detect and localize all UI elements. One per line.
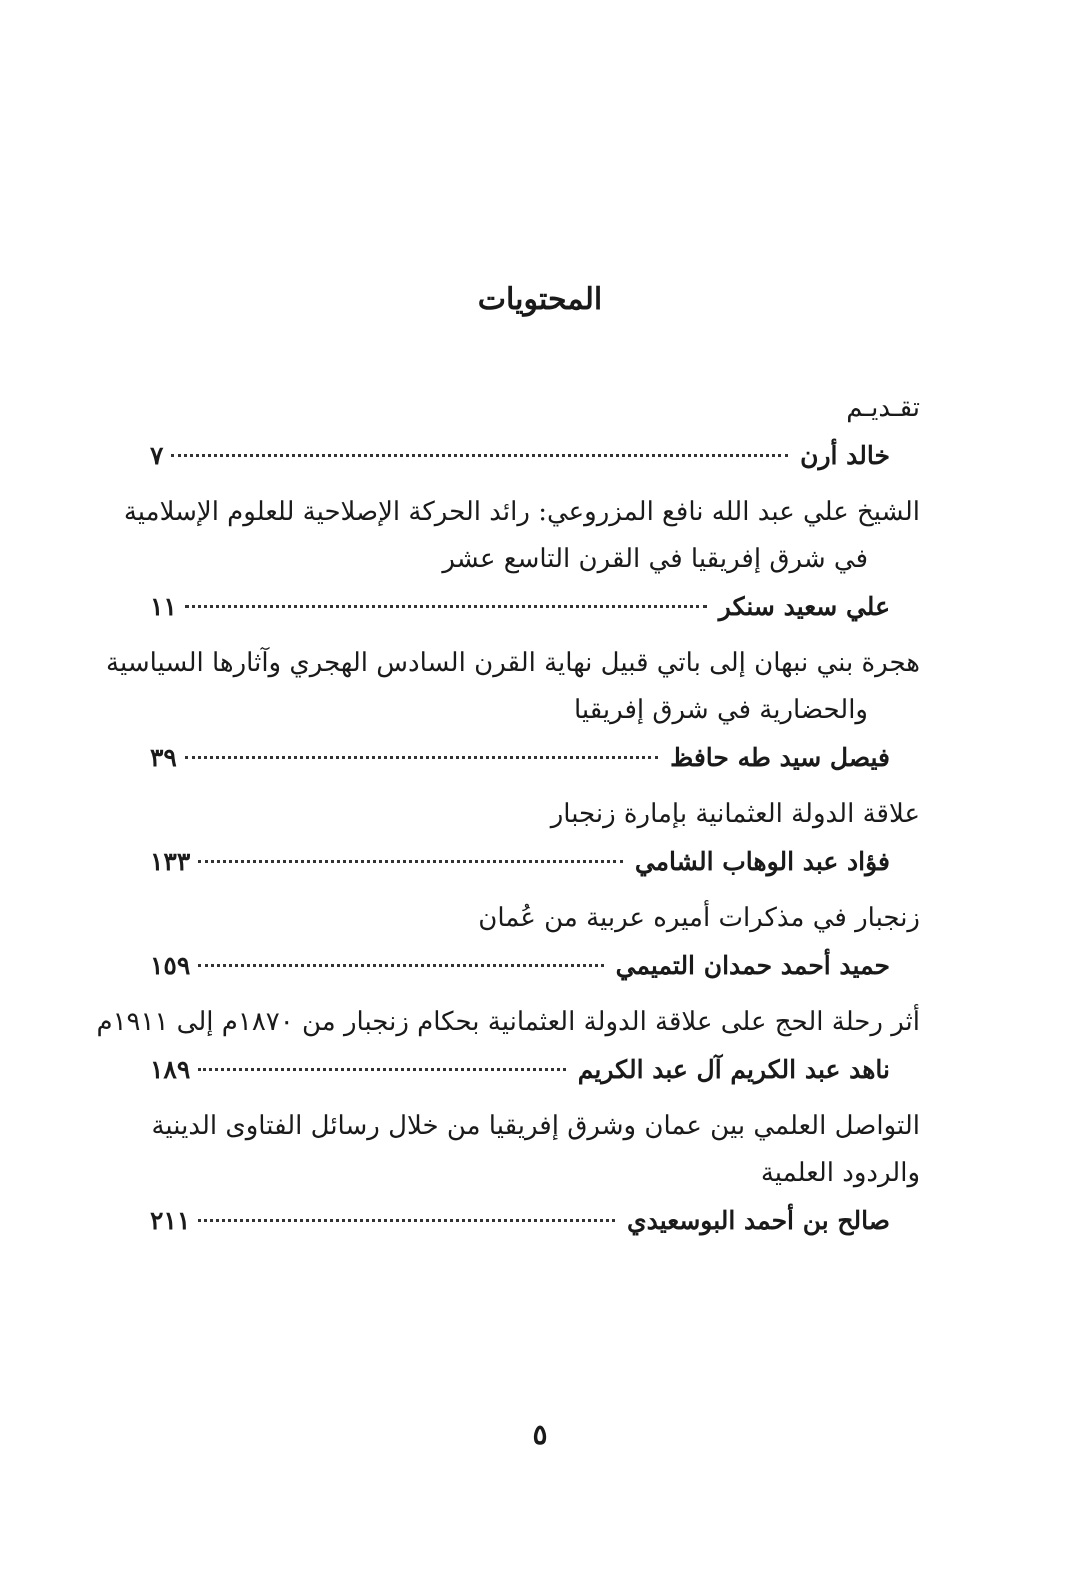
entry-author-line <box>150 432 920 479</box>
entry-author: علي سعيد سنكر <box>718 592 890 621</box>
entry-title: زنجبار في مذكرات أميره عربية من عُمان <box>478 903 920 933</box>
dot-leader <box>198 964 603 967</box>
dot-leader <box>185 605 707 608</box>
entry-page-number: ١٣٣ <box>150 847 191 876</box>
entry-author: ناهد عبد الكريم آل عبد الكريم <box>577 1055 890 1084</box>
entry-author-line <box>150 942 920 989</box>
entry-author: حميد أحمد حمدان التميمي <box>615 951 890 980</box>
toc-entry <box>123 489 920 630</box>
entry-author-line <box>150 1046 920 1093</box>
page-title: المحتويات <box>477 282 603 317</box>
entry-title: علاقة الدولة العثمانية بإمارة زنجبار <box>550 799 920 829</box>
entry-page-number: ٢١١ <box>150 1206 191 1235</box>
toc-entry <box>106 640 920 781</box>
entry-title: تقـديـم <box>846 393 920 423</box>
entry-title: التواصل العلمي بين عمان وشرق إفريقيا من خلال رسائل الفتاوى الدينية <box>151 1111 920 1141</box>
entry-author-line <box>150 583 920 630</box>
dot-leader <box>171 454 788 457</box>
entry-title: أثر رحلة الحج على علاقة الدولة العثمانية بحكام زنجبار من ١٨٧٠م إلى ١٩١١م <box>96 1007 920 1037</box>
toc-entry <box>150 385 920 479</box>
entry-title-continuation: والردود العلمية <box>760 1158 920 1188</box>
entry-page-number: ١٥٩ <box>150 951 191 980</box>
dot-leader <box>198 860 623 863</box>
entry-author: فيصل سيد طه حافظ <box>670 743 890 772</box>
dot-leader <box>198 1219 615 1222</box>
entry-title: هجرة بني نبهان إلى باتي قبيل نهاية القرن السادس الهجري وآثارها السياسية <box>106 648 920 678</box>
toc-entry <box>150 1103 920 1244</box>
entry-author: صالح بن أحمد البوسعيدي <box>627 1206 890 1235</box>
toc-entry <box>150 895 920 989</box>
entry-title: الشيخ علي عبد الله نافع المزروعي: رائد الحركة الإصلاحية للعلوم الإسلامية <box>123 497 920 527</box>
entry-page-number: ١٨٩ <box>150 1055 191 1084</box>
page-number: ٥ <box>532 1418 548 1451</box>
table-of-contents <box>96 385 920 1254</box>
dot-leader <box>198 1068 566 1071</box>
entry-page-number: ٣٩ <box>150 743 177 772</box>
toc-entry <box>96 999 920 1093</box>
dot-leader <box>185 756 658 759</box>
entry-page-number: ٧ <box>150 441 164 470</box>
entry-author-line <box>150 838 920 885</box>
entry-title-continuation: والحضارية في شرق إفريقيا <box>573 695 868 725</box>
entry-page-number: ١١ <box>150 592 177 621</box>
entry-title-continuation: في شرق إفريقيا في القرن التاسع عشر <box>442 544 868 574</box>
entry-author: فؤاد عبد الوهاب الشامي <box>634 847 890 876</box>
toc-entry <box>150 791 920 885</box>
entry-author-line <box>150 1197 920 1244</box>
entry-author: خالد أرن <box>800 441 890 470</box>
entry-author-line <box>150 734 920 781</box>
